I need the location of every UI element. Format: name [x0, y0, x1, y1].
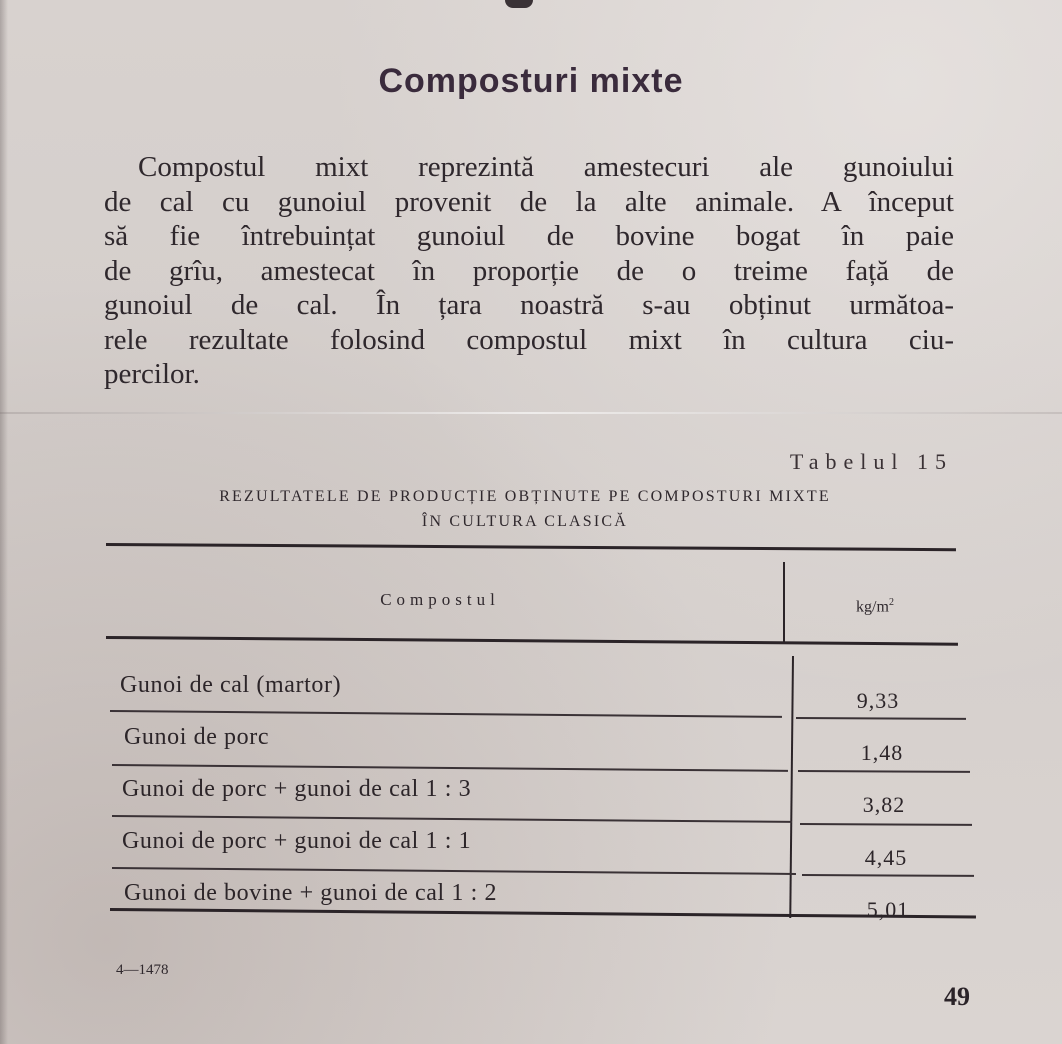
column-header-compost: Compostul — [380, 590, 500, 609]
table-row-value: 5,01 — [866, 897, 910, 922]
section-title: Composturi mixte — [378, 62, 684, 100]
table-row-value: 9,33 — [856, 688, 900, 713]
row-separator — [798, 770, 970, 772]
column-header-unit — [790, 597, 960, 616]
paragraph-line: să fie întrebuințat gunoiul de bovine bogat în paie — [104, 220, 954, 252]
table-number-label: Tabelul 15 — [789, 449, 953, 474]
unit-text: kg/m — [856, 598, 889, 616]
table-row-label: Gunoi de porc + gunoi de cal 1 : 1 — [122, 828, 472, 854]
table-row-value: 3,82 — [862, 792, 906, 817]
row-separator — [800, 823, 972, 825]
print-signature-code: 4—1478 — [116, 962, 169, 978]
paragraph-line: percilor. — [104, 358, 200, 390]
row-separator — [110, 710, 782, 717]
table-row-label: Gunoi de porc + gunoi de cal 1 : 3 — [122, 776, 472, 802]
paragraph-line: Compostul mixt reprezintă amestecuri ale gunoiului — [138, 151, 954, 183]
table-header-rule — [106, 636, 958, 646]
table-title — [105, 484, 945, 534]
table-row-label: Gunoi de porc — [124, 724, 270, 750]
paragraph-line: gunoiul de cal. În țara noastră s-au obținut următoa- — [104, 289, 954, 321]
table-row-label: Gunoi de bovine + gunoi de cal 1 : 2 — [124, 880, 498, 906]
row-separator — [802, 874, 974, 876]
row-separator — [112, 867, 796, 874]
body-paragraph — [104, 150, 954, 392]
row-separator — [112, 764, 788, 771]
table-row-value: 4,45 — [864, 845, 908, 870]
page-number: 49 — [944, 982, 970, 1011]
row-separator — [112, 815, 792, 822]
top-ink-mark — [505, 0, 533, 8]
page-edge-shadow — [0, 0, 8, 1044]
table-title-line: REZULTATELE DE PRODUCȚIE OBȚINUTE PE COMPOSTURI MIXTE — [219, 488, 831, 505]
unit-exponent: 2 — [888, 597, 894, 608]
row-separator — [796, 717, 966, 719]
table-title-line: ÎN CULTURA CLASICĂ — [421, 513, 629, 530]
table-row-value: 1,48 — [860, 740, 904, 765]
table-top-rule — [106, 543, 956, 551]
page-fold-crease — [0, 412, 1062, 414]
paragraph-line: de cal cu gunoiul provenit de la alte animale. A început — [104, 185, 954, 218]
header-column-divider — [783, 562, 785, 642]
paragraph-line: de grîu, amestecat în proporție de o treime față de — [104, 254, 954, 287]
table-row-label: Gunoi de cal (martor) — [120, 672, 342, 698]
paragraph-line: rele rezultate folosind compostul mixt în cultura ciu- — [104, 323, 954, 356]
